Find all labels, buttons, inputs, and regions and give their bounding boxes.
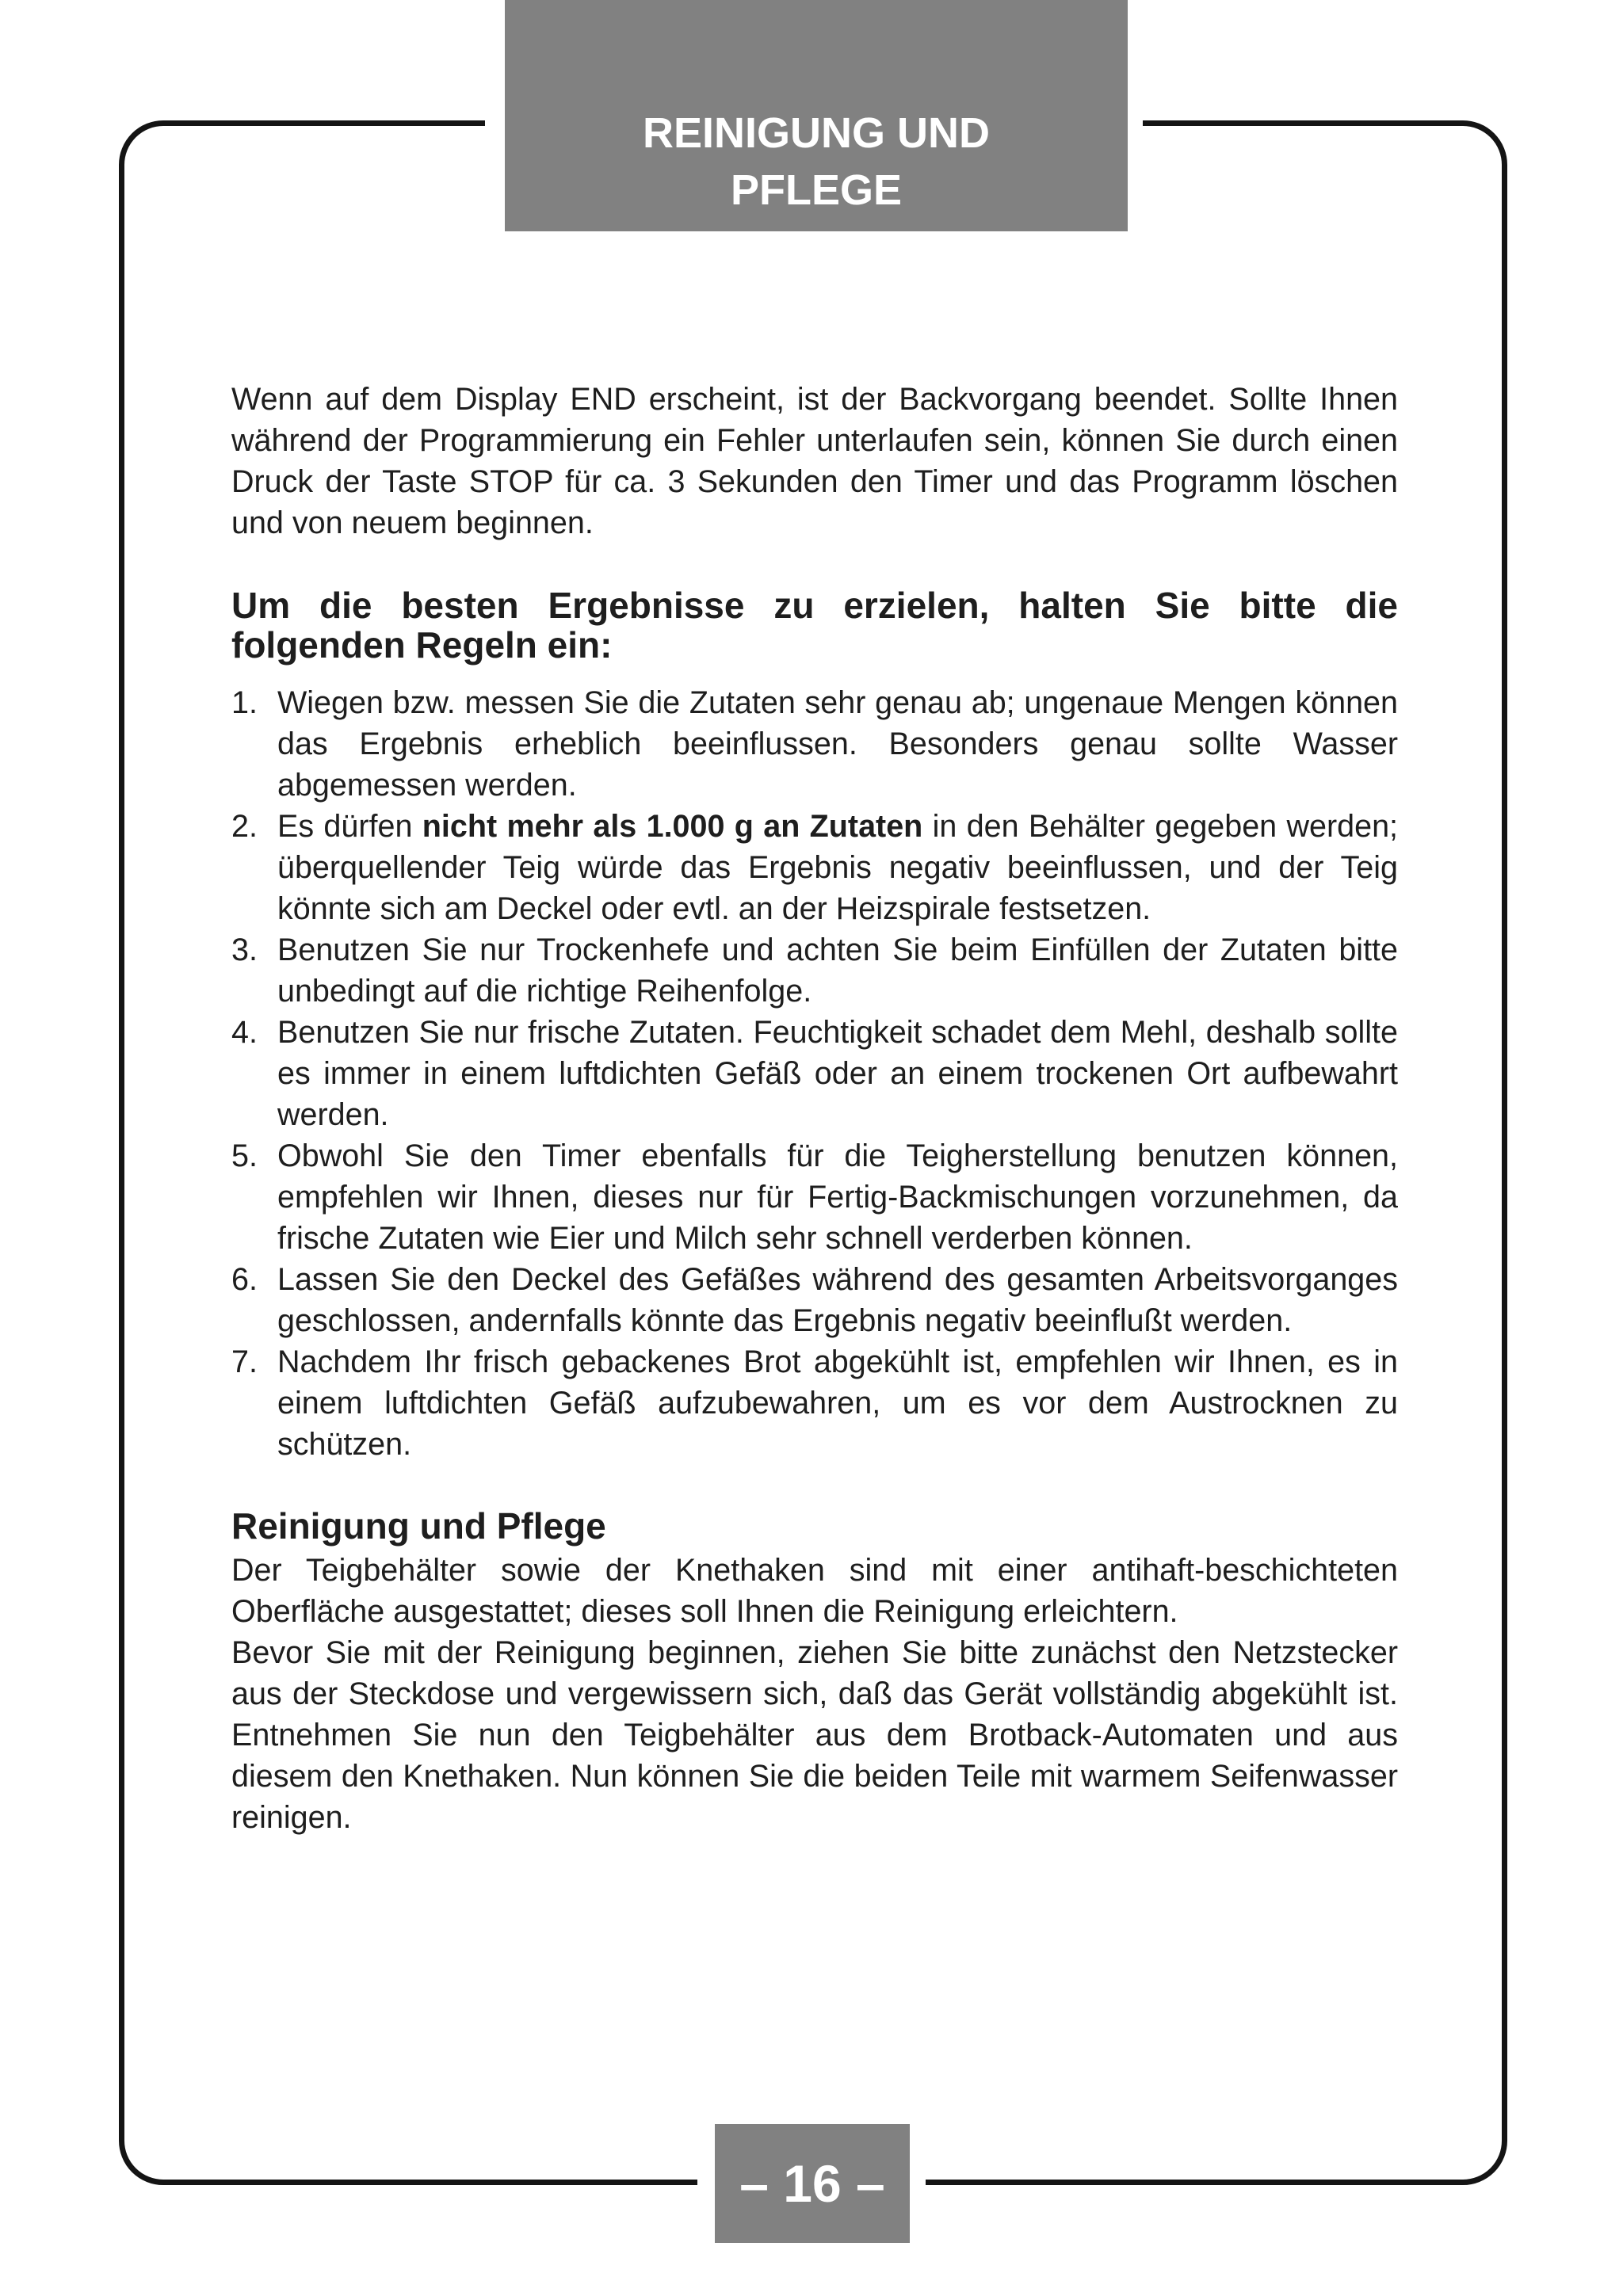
list-item-emphasis: nicht mehr als 1.000 g an Zutaten xyxy=(422,809,923,844)
main-content xyxy=(231,379,1398,1838)
list-item-text-pre: Es dürfen xyxy=(277,809,422,844)
list-number: 1. xyxy=(231,685,258,720)
cleaning-paragraph-1: Der Teigbehälter sowie der Knethaken sind mit einer antihaft-beschichteten Oberfläche ausgestattet; dieses soll Ihnen die Reinigung erleichtern. xyxy=(231,1553,1398,1629)
rules-list xyxy=(231,682,1398,1465)
list-number: 7. xyxy=(231,1344,258,1379)
rules-heading: Um die besten Ergebnisse zu erzielen, halten Sie bitte die folgenden Regeln ein: xyxy=(231,585,1398,666)
section-title-line1: REINIGUNG UND xyxy=(642,109,990,157)
list-item xyxy=(231,1012,1398,1135)
list-item xyxy=(231,806,1398,929)
list-item-text: Benutzen Sie nur Trockenhefe und achten Sie beim Einfüllen der Zutaten bitte unbedingt auf die richtige Reihenfolge. xyxy=(277,933,1398,1009)
list-item xyxy=(231,1135,1398,1259)
list-item-text: Obwohl Sie den Timer ebenfalls für die Teigherstellung benutzen können, empfehlen wir Ihnen, dieses nur für Fertig-Backmischungen vorzunehmen, da frische Zutaten wie Eier und Milch sehr schnell verderben können. xyxy=(277,1138,1398,1256)
list-item xyxy=(231,1259,1398,1341)
list-item-text: Lassen Sie den Deckel des Gefäßes während des gesamten Arbeitsvorganges geschlossen, andernfalls könnte das Ergebnis negativ beeinflußt werden. xyxy=(277,1262,1398,1338)
list-number: 2. xyxy=(231,809,258,844)
list-item-text: Wiegen bzw. messen Sie die Zutaten sehr genau ab; ungenaue Mengen können das Ergebnis erheblich beeinflussen. Besonders genau sollte Wasser abgemessen werden. xyxy=(277,685,1398,803)
cleaning-paragraph-2: Bevor Sie mit der Reinigung beginnen, ziehen Sie bitte zunächst den Netzstecker aus der Steckdose und vergewissern sich, daß das Gerät vollständig abgekühlt ist. Entnehmen Sie nun den Teigbehälter aus dem Brotback-Automaten und aus diesem den Knethaken. Nun können Sie die beiden Teile mit warmem Seifenwasser reinigen. xyxy=(231,1635,1398,1835)
list-number: 6. xyxy=(231,1262,258,1297)
list-item xyxy=(231,1341,1398,1465)
list-item-text-post: in den Behälter gegeben werden; überquellender Teig würde das Ergebnis negativ beeinflussen, und der Teig könnte sich am Deckel oder evtl. an der Heizspirale festsetzen. xyxy=(277,809,1399,926)
list-item-text: Nachdem Ihr frisch gebackenes Brot abgekühlt ist, empfehlen wir Ihnen, es in einem luftdichten Gefäß aufzubewahren, um es vor dem Austrocknen zu schützen. xyxy=(277,1344,1398,1462)
page-number: – 16 – xyxy=(715,2124,910,2243)
section-title-box xyxy=(505,0,1128,231)
section-title-line2: PFLEGE xyxy=(730,166,903,214)
list-number: 5. xyxy=(231,1138,258,1173)
intro-paragraph: Wenn auf dem Display END erscheint, ist der Backvorgang beendet. Sollte Ihnen während der Programmierung ein Fehler unterlaufen sein, können Sie durch einen Druck der Taste STOP für ca. 3 Sekunden den Timer und das Programm löschen und von neuem beginnen. xyxy=(231,382,1398,540)
list-number: 4. xyxy=(231,1015,258,1050)
list-item-text: Benutzen Sie nur frische Zutaten. Feuchtigkeit schadet dem Mehl, deshalb sollte es immer in einem luftdichten Gefäß oder an einem trockenen Ort aufbewahrt werden. xyxy=(277,1015,1398,1132)
cleaning-heading: Reinigung und Pflege xyxy=(231,1505,606,1547)
list-item xyxy=(231,929,1398,1012)
list-item xyxy=(231,682,1398,806)
list-number: 3. xyxy=(231,933,258,967)
